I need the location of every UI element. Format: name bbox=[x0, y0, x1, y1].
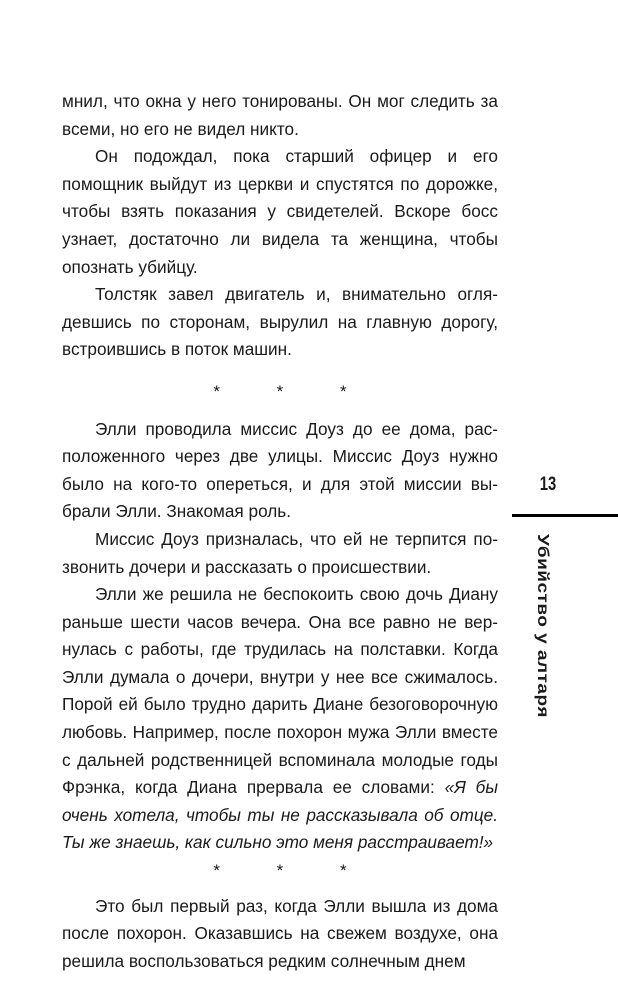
page-number: 13 bbox=[539, 474, 557, 495]
paragraph-7: Это был первый раз, когда Элли вышла из дома после похорон. Оказавшись на свежем воздухе, она решила воспользоваться редким солнечным днем bbox=[62, 895, 498, 971]
section-separator-1: * * * bbox=[213, 381, 373, 401]
paragraph-6 bbox=[62, 581, 498, 857]
section-separator-2: * * * bbox=[213, 861, 373, 881]
paragraph-3: Толстяк завел двигатель и, внимательно оглядевшись по сторонам, вырулил на главную дорогу, встроившись в поток машин. bbox=[62, 284, 498, 360]
paragraph-6-quote: «Я бы очень хотела, чтобы ты не рассказывала об отце. Ты же знаешь, как сильно это меня расстраивает!» bbox=[62, 777, 498, 853]
page-body bbox=[62, 88, 498, 975]
margin-rule bbox=[512, 514, 618, 517]
paragraph-4: Элли проводила миссис Доуз до ее дома, расположенного через две улицы. Миссис Доуз нужно было на кого-то опереться, и для этой миссии выбрали Элли. Знакомая роль. bbox=[62, 418, 498, 522]
running-title: Убийство у алтаря bbox=[533, 534, 552, 718]
paragraph-6-text: Элли же решила не беспокоить свою дочь Диану раньше шести часов вечера. Она все равно не вернулась с работы, где трудилась на полставки. Когда Элли думала о дочери, внутри у нее все сжималось. Порой ей было трудно дарить Диане безоговорочную любовь. Например, после похорон мужа Элли вместе с дальней родственницей вспоминала молодые годы Фрэнка, когда Диана прервала ее словами: bbox=[62, 584, 498, 798]
paragraph-2: Он подождал, пока старший офицер и его помощник выйдут из церкви и спустятся по дорожке, чтобы взять показания у свидетелей. Вскоре босс узнает, достаточно ли видела та женщина, чтобы опознать убийцу. bbox=[62, 146, 498, 277]
paragraph-1: мнил, что окна у него тонированы. Он мог следить за всеми, но его не видел никто. bbox=[62, 91, 498, 139]
paragraph-5: Миссис Доуз призналась, что ей не терпится позвонить дочери и рассказать о происшествии. bbox=[62, 528, 498, 577]
